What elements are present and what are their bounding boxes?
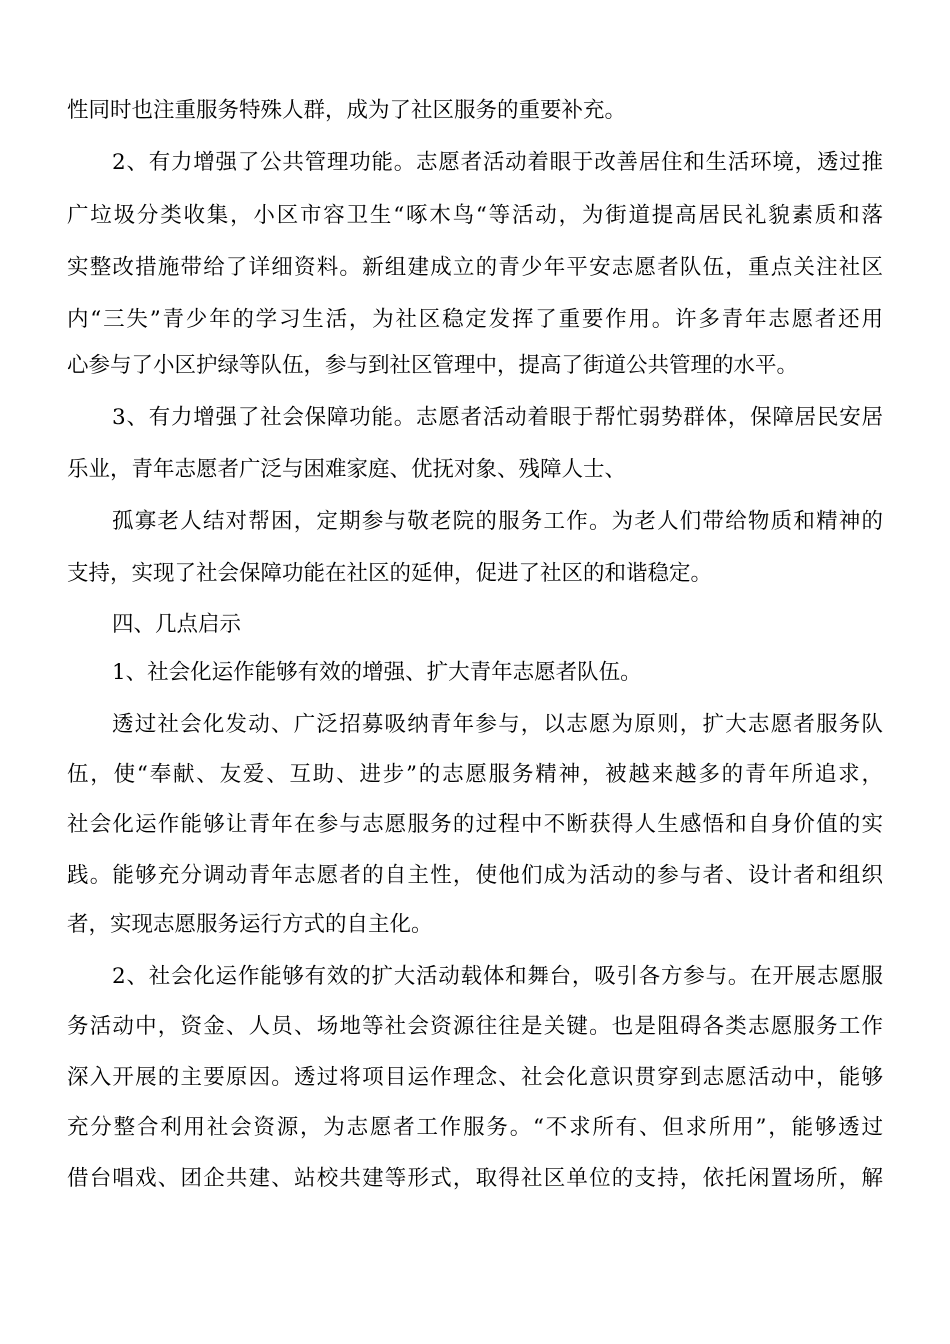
- text-line: 社会化运作能够让青年在参与志愿服务的过程中不断获得人生感悟和自身价值的实: [67, 812, 883, 837]
- text-line: 务活动中，资金、人员、场地等社会资源往往是关键。也是阻碍各类志愿服务工作: [67, 1014, 883, 1039]
- text-line: 践。能够充分调动青年志愿者的自主性，使他们成为活动的参与者、设计者和组织: [67, 863, 883, 888]
- text-line: 孤寡老人结对帮困，定期参与敬老院的服务工作。为老人们带给物质和精神的: [112, 509, 883, 534]
- text-line: 充分整合利用社会资源，为志愿者工作服务。“不求所有、但求所用”，能够透过: [67, 1115, 883, 1140]
- text-line: 实整改措施带给了详细资料。新组建成立的青少年平安志愿者队伍，重点关注社区: [67, 255, 883, 280]
- text-line: 内“三失”青少年的学习生活，为社区稳定发挥了重要作用。许多青年志愿者还用: [67, 307, 883, 332]
- text-line: 者，实现志愿服务运行方式的自主化。: [67, 912, 433, 937]
- text-line: 心参与了小区护绿等队伍，参与到社区管理中，提高了街道公共管理的水平。: [67, 353, 799, 378]
- text-line: 支持，实现了社会保障功能在社区的延伸，促进了社区的和谐稳定。: [67, 561, 713, 586]
- text-line: 深入开展的主要原因。透过将项目运作理念、社会化意识贯穿到志愿活动中，能够: [67, 1065, 883, 1090]
- text-line: 1、社会化运作能够有效的增强、扩大青年志愿者队伍。: [112, 660, 642, 685]
- text-line: 3、有力增强了社会保障功能。志愿者活动着眼于帮忙弱势群体，保障居民安居: [112, 405, 883, 430]
- section-heading: 四、几点启示: [112, 612, 242, 637]
- text-line: 透过社会化发动、广泛招募吸纳青年参与，以志愿为原则，扩大志愿者服务队: [112, 712, 883, 737]
- text-line: 借台唱戏、团企共建、站校共建等形式，取得社区单位的支持，依托闲置场所，解: [67, 1166, 883, 1191]
- text-line: 伍，使“奉献、友爱、互助、进步”的志愿服务精神，被越来越多的青年所追求，: [67, 762, 883, 787]
- text-line: 乐业，青年志愿者广泛与困难家庭、优抚对象、残障人士、: [67, 457, 627, 482]
- text-line: 2、社会化运作能够有效的扩大活动载体和舞台，吸引各方参与。在开展志愿服: [112, 964, 883, 989]
- text-line: 性同时也注重服务特殊人群，成为了社区服务的重要补充。: [67, 98, 627, 123]
- text-line: 2、有力增强了公共管理功能。志愿者活动着眼于改善居住和生活环境，透过推: [112, 150, 883, 175]
- text-line: 广垃圾分类收集，小区市容卫生“啄木鸟“等活动，为街道提高居民礼貌素质和落: [67, 203, 883, 228]
